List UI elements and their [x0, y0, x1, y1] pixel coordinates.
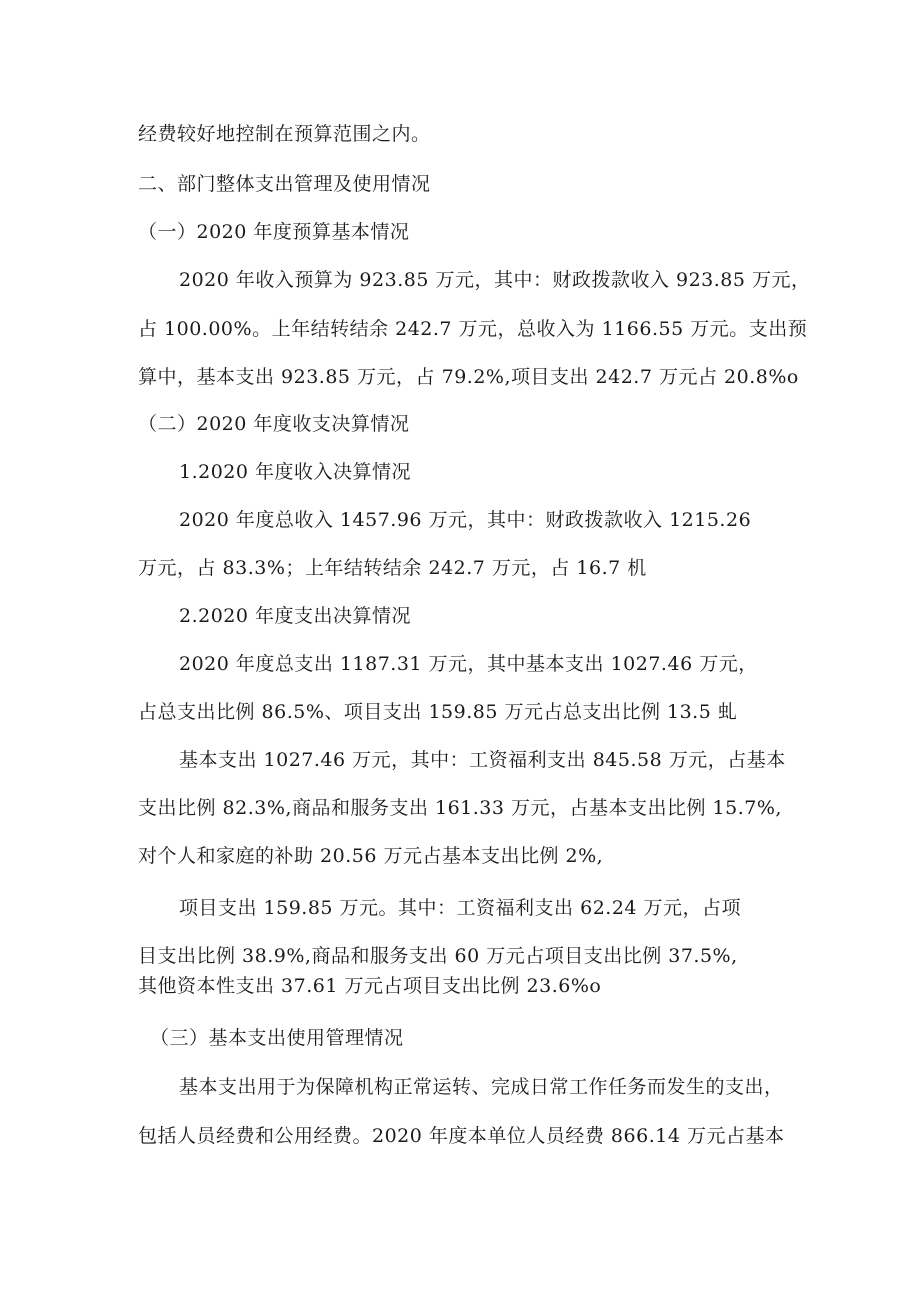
text-line-project-3: 其他资本性支出 37.61 万元占项目支出比例 23.6%o [138, 975, 602, 997]
subsection-heading-2: （二）2020 年度收支决算情况 [138, 413, 410, 435]
subsection-heading-1: （一）2020 年度预算基本情况 [138, 221, 410, 243]
text-line-usage-2: 包括人员经费和公用经费。2020 年度本单位人员经费 866.14 万元占基本 [138, 1125, 785, 1147]
text-line-1: 经费较好地控制在预算范围之内。 [138, 123, 431, 145]
text-line-usage-1: 基本支出用于为保障机构正常运转、完成日常工作任务而发生的支出， [179, 1076, 784, 1098]
text-line-income-2: 万元，占 83.3%；上年结转结余 242.7 万元，占 16.7 机 [138, 557, 647, 579]
text-line-basic-2: 支出比例 82.3%,商品和服务支出 161.33 万元，占基本支出比例 15.7%, [138, 797, 782, 819]
text-line-project-2: 目支出比例 38.9%,商品和服务支出 60 万元占项目支出比例 37.5%, [138, 945, 738, 967]
text-line-basic-1: 基本支出 1027.46 万元，其中：工资福利支出 845.58 万元，占基本 [179, 749, 786, 771]
subsection-heading-3: （三）基本支出使用管理情况 [150, 1027, 404, 1049]
text-line-budget-2: 占 100.00%。上年结转结余 242.7 万元，总收入为 1166.55 万元。支出预 [138, 318, 808, 340]
text-line-basic-3: 对个人和家庭的补助 20.56 万元占基本支出比例 2%, [138, 845, 604, 867]
text-line-budget-3: 算中，基本支出 923.85 万元，占 79.2%,项目支出 242.7 万元占 20.8%o [138, 366, 799, 388]
text-line-expense-2: 占总支出比例 86.5%、项目支出 159.85 万元占总支出比例 13.5 虬 [138, 701, 738, 723]
item-heading-income: 1.2020 年度收入决算情况 [179, 461, 412, 483]
text-line-income-1: 2020 年度总收入 1457.96 万元，其中：财政拨款收入 1215.26 [179, 509, 752, 531]
text-line-budget-1: 2020 年收入预算为 923.85 万元，其中：财政拨款收入 923.85 万元， [179, 269, 811, 291]
text-line-expense-1: 2020 年度总支出 1187.31 万元，其中基本支出 1027.46 万元， [179, 653, 758, 675]
section-heading-2: 二、部门整体支出管理及使用情况 [138, 173, 431, 195]
item-heading-expense: 2.2020 年度支出决算情况 [179, 605, 412, 627]
text-line-project-1: 项目支出 159.85 万元。其中：工资福利支出 62.24 万元，占项 [179, 897, 742, 919]
